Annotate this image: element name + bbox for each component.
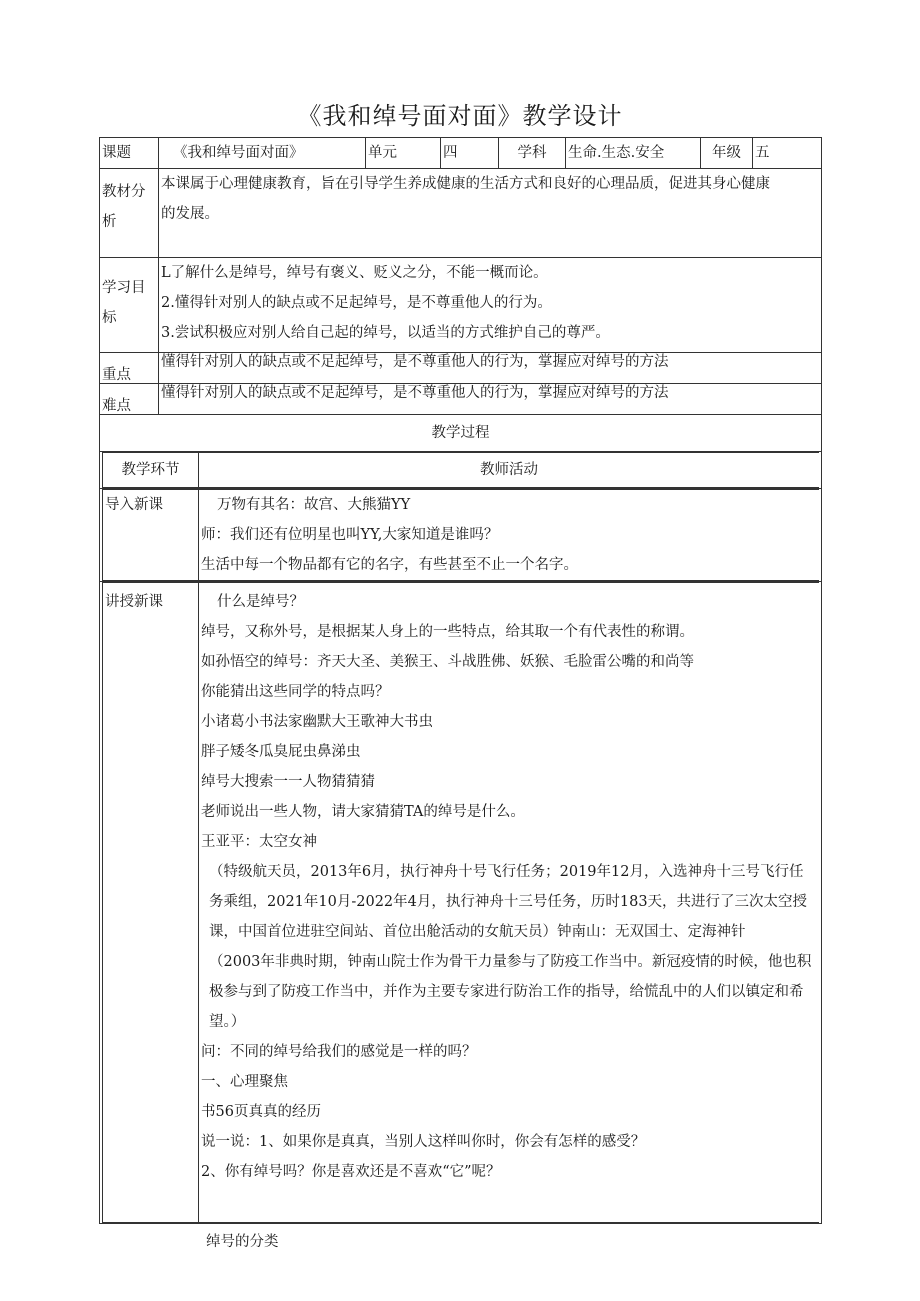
goals-label-2: 标 — [102, 310, 117, 326]
subject-value: 生命.生态.安全 — [566, 138, 701, 169]
difficulty-row — [100, 384, 822, 415]
lecture-row — [100, 582, 822, 1224]
process-heading: 教学过程 — [100, 415, 822, 452]
lecture-line: 绰号，又称外号，是根据某人身上的一些特点，给其取一个有代表性的称谓。 — [201, 624, 694, 640]
key-point-text: 懂得针对别人的缺点或不足起绰号，是不尊重他人的行为，掌握应对绰号的方法 — [159, 353, 822, 384]
intro-row — [100, 489, 822, 582]
grade-value: 五 — [753, 138, 822, 169]
analysis-line-1: 本课属于心理健康教育，旨在引导学生养成健康的生活方式和良好的心理品质，促进其身心健康 — [161, 176, 770, 192]
lecture-line: 如孙悟空的绰号：齐天大圣、美猴王、斗战胜佛、妖猴、毛脸雷公嘴的和尚等 — [201, 654, 694, 670]
lecture-line: 说一说：1、如果你是真真，当别人这样叫你时，你会有怎样的感受？ — [201, 1134, 646, 1150]
key-point-row — [100, 353, 822, 384]
lecture-line: 小诸葛小书法家幽默大王歌神大书虫 — [201, 714, 433, 730]
lecture-line: 胖子矮冬瓜臭屁虫鼻涕虫 — [201, 744, 361, 760]
goals-row — [100, 258, 822, 353]
key-point-label: 重点 — [100, 353, 159, 384]
lecture-line: 王亚平：太空女神 — [201, 834, 317, 850]
analysis-label-2: 析 — [102, 214, 117, 230]
lecture-paragraph: （2003年非典时期，钟南山院士作为骨干力量参与了防疫工作当中。新冠疫情的时候，他也积极参与到了防疫工作当中，并作为主要专家进行防治工作的指导，给慌乱中的人们以镇定和希望。） — [209, 954, 812, 1030]
goal-item: 3.尝试积极应对别人给自己起的绰号，以适当的方式维护自己的尊严。 — [161, 325, 610, 341]
unit-value: 四 — [441, 138, 499, 169]
intro-line: 生活中每一个物品都有它的名字，有些甚至不止一个名字。 — [201, 557, 578, 573]
activity-column-header: 教师活动 — [199, 453, 820, 488]
after-table-text: 绰号的分类 — [206, 1234, 279, 1250]
process-header-row — [100, 452, 822, 489]
lecture-line: 一、心理聚焦 — [201, 1074, 288, 1090]
lecture-line: 你能猜出这些同学的特点吗？ — [201, 684, 390, 700]
lecture-line: 绰号大搜索一一人物猜猜猜 — [201, 774, 375, 790]
page-title: 《我和绰号面对面》教学设计 — [297, 102, 623, 130]
subject-label: 学科 — [499, 138, 566, 169]
stage-column-header: 教学环节 — [103, 453, 199, 488]
goal-item: L了解什么是绰号，绰号有褒义、贬义之分，不能一概而论。 — [161, 265, 548, 281]
analysis-label-1: 教材分 — [102, 184, 146, 200]
lecture-line: 2、你有绰号吗？你是喜欢还是不喜欢“它”呢？ — [201, 1164, 501, 1180]
lecture-stage: 讲授新课 — [103, 583, 199, 1223]
grade-label: 年级 — [701, 138, 753, 169]
lecture-line: 什么是绰号？ — [217, 594, 304, 610]
unit-label: 单元 — [366, 138, 441, 169]
lesson-label: 课题 — [100, 138, 159, 169]
lecture-line: 问：不同的绰号给我们的感觉是一样的吗？ — [201, 1044, 477, 1060]
intro-line: 师：我们还有位明星也叫YY,大家知道是谁吗？ — [201, 527, 499, 543]
lecture-line: 老师说出一些人物，请大家猜猜TA的绰号是什么。 — [201, 804, 525, 820]
lecture-line: 书56页真真的经历 — [201, 1104, 321, 1120]
analysis-row — [100, 169, 822, 258]
lecture-paragraph: （特级航天员，2013年6月，执行神舟十号飞行任务；2019年12月，入选神舟十三号飞行任务乘组，2021年10月-2022年4月，执行神舟十三号任务，历时183天，共进行了三次太空授课，中国首位进驻空间站、首位出舱活动的女航天员）钟南山：无双国士、定海神针 — [209, 864, 808, 940]
intro-stage: 导入新课 — [103, 490, 199, 581]
process-heading-row — [100, 415, 822, 452]
analysis-line-2: 的发展。 — [161, 206, 219, 222]
goal-item: 2.懂得针对别人的缺点或不足起绰号，是不尊重他人的行为。 — [161, 295, 552, 311]
lesson-plan-table — [99, 137, 822, 1224]
difficulty-text: 懂得针对别人的缺点或不足起绰号，是不尊重他人的行为，掌握应对绰号的方法 — [159, 384, 822, 415]
info-row — [100, 138, 822, 169]
goals-label-1: 学习目 — [102, 280, 146, 296]
lesson-value: 《我和绰号面对面》 — [159, 138, 366, 169]
difficulty-label: 难点 — [100, 384, 159, 415]
intro-line: 万物有其名：故宫、大熊猫YY — [217, 497, 411, 513]
